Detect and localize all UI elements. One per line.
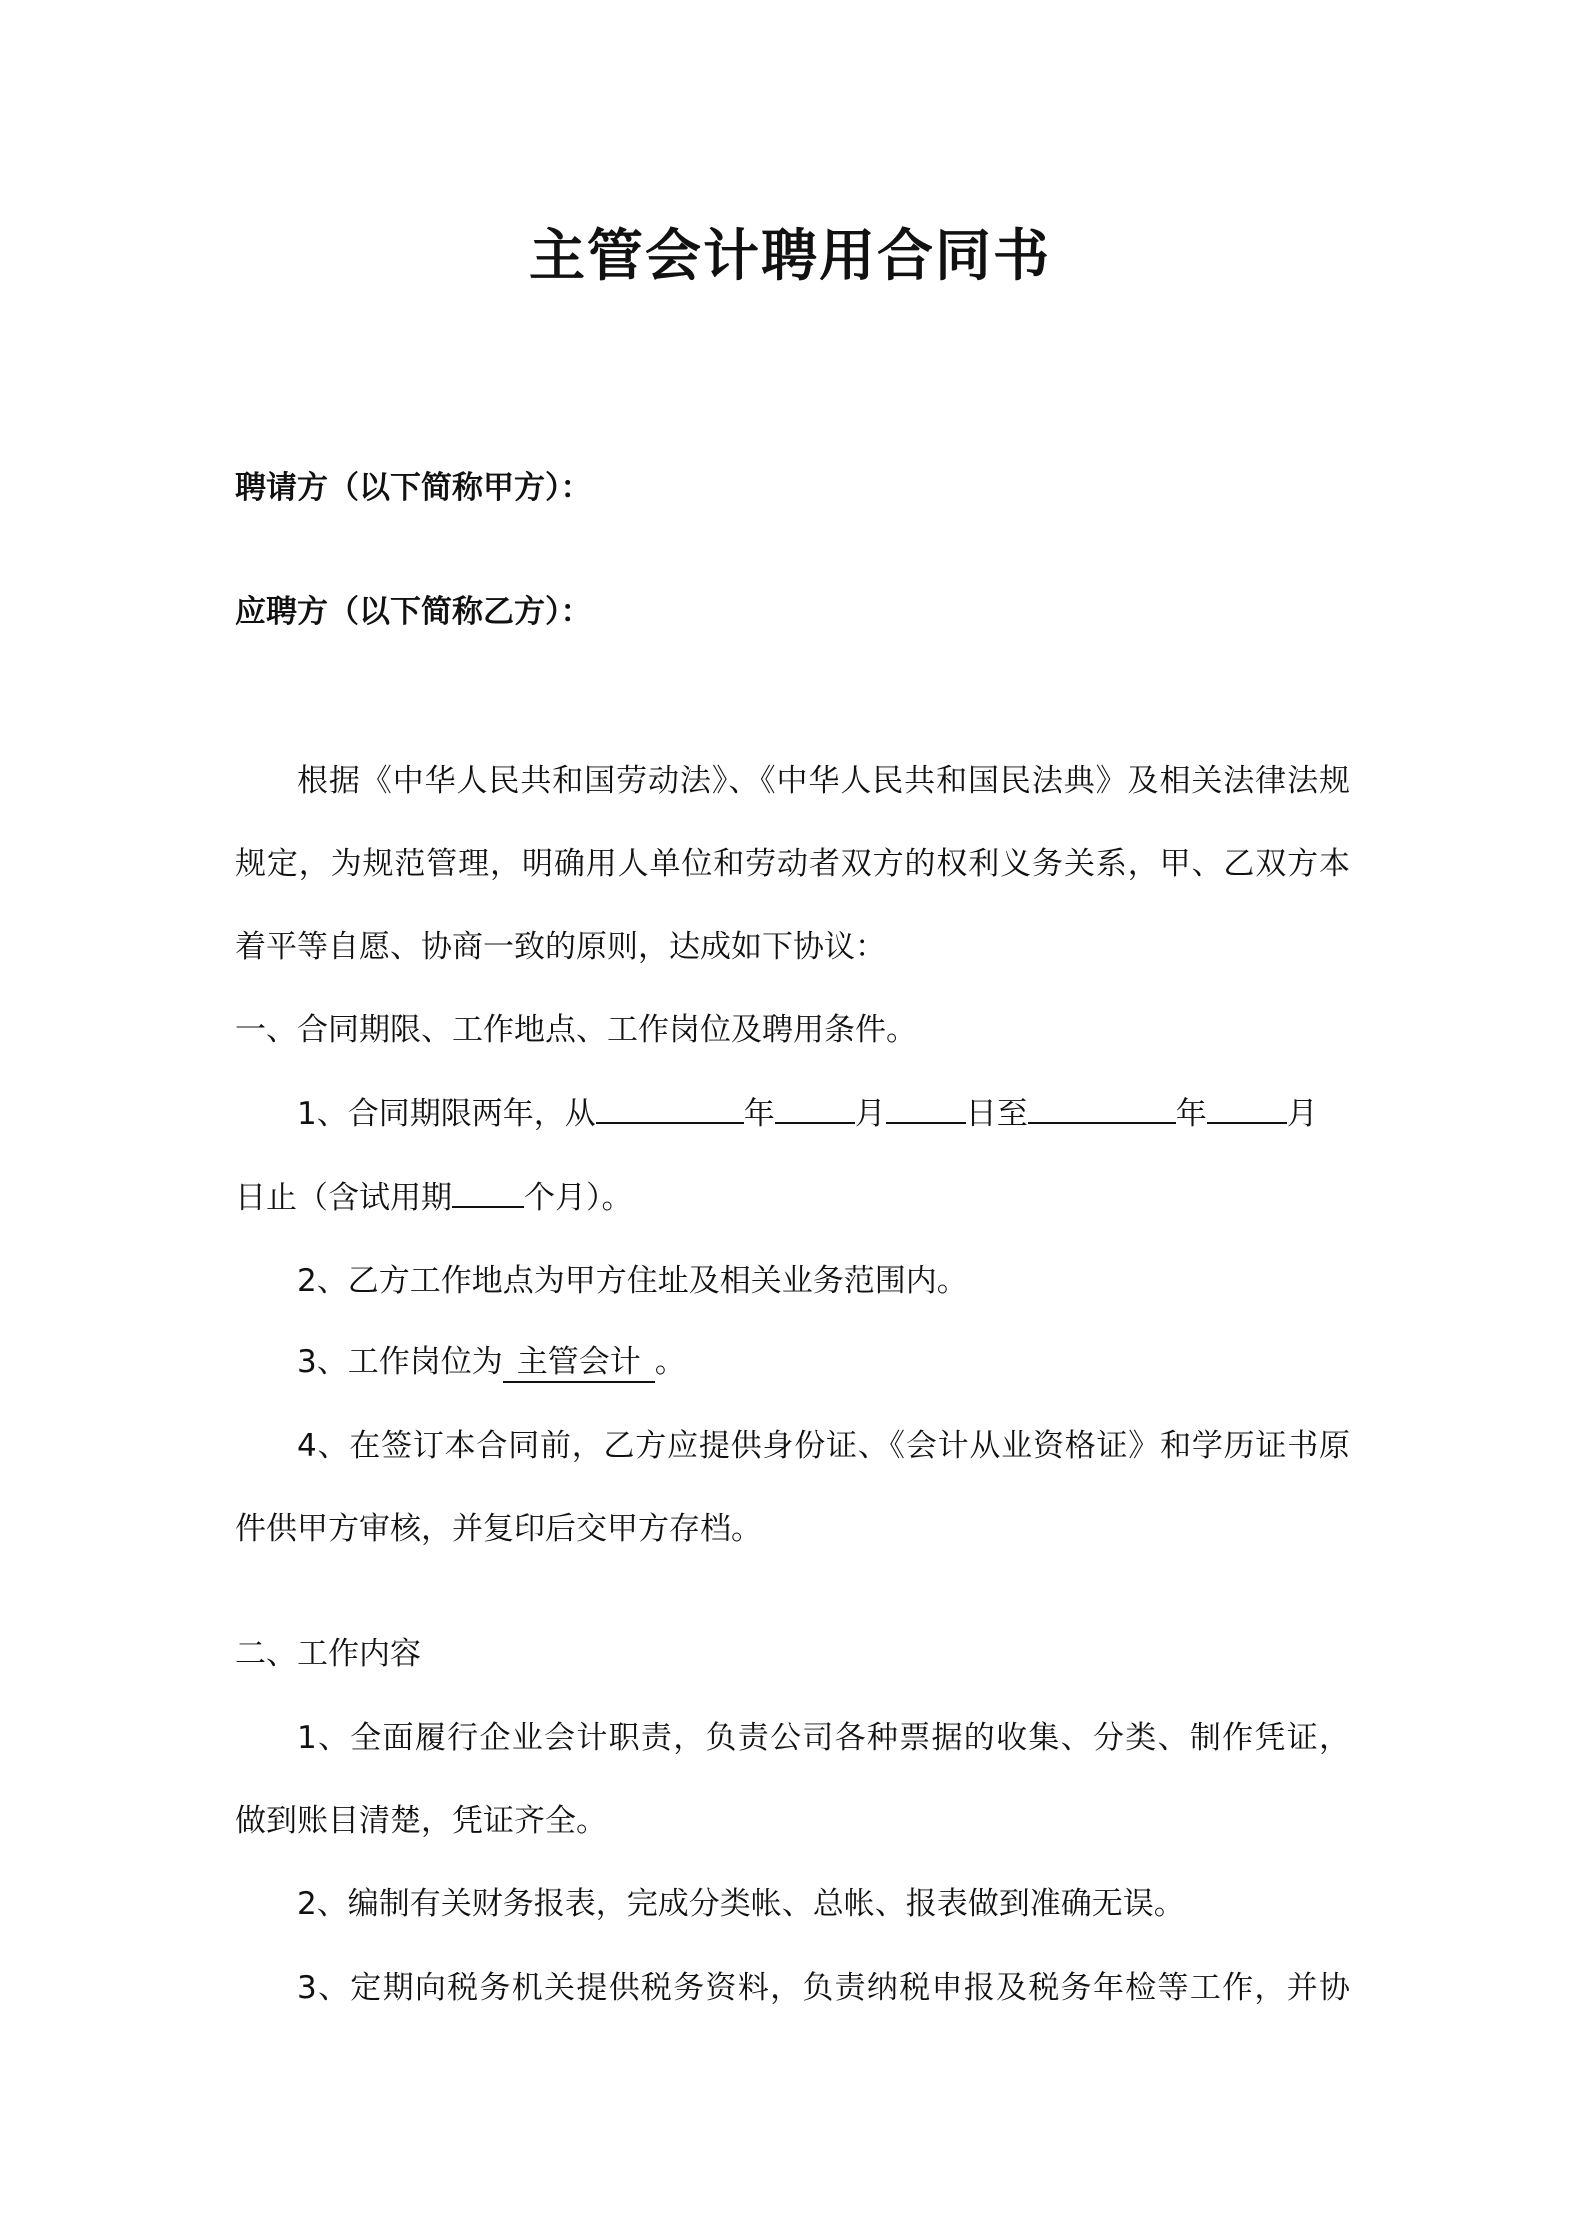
section2-item3: 3、定期向税务机关提供税务资料，负责纳税申报及税务年检等工作，并协 bbox=[297, 1970, 1350, 2006]
month-label: 月 bbox=[854, 1096, 886, 1132]
section1-item3 bbox=[297, 1336, 1350, 1383]
section1-item1-line2 bbox=[235, 1172, 1350, 1217]
preamble-line-1: 根据《中华人民共和国劳动法》、《中华人民共和国民法典》及相关法律法规 bbox=[297, 763, 1350, 799]
section1-item2: 2、乙方工作地点为甲方住址及相关业务范围内。 bbox=[297, 1263, 968, 1299]
start-year-blank[interactable] bbox=[596, 1092, 744, 1124]
month2-label: 月 bbox=[1286, 1096, 1318, 1132]
document-title: 主管会计聘用合同书 bbox=[529, 224, 1051, 289]
preamble-line-3: 着平等自愿、协商一致的原则，达成如下协议： bbox=[235, 929, 886, 965]
section2-item2: 2、编制有关财务报表，完成分类帐、总帐、报表做到准确无误。 bbox=[297, 1886, 1185, 1922]
year-label: 年 bbox=[743, 1096, 775, 1132]
preamble-line-2: 规定，为规范管理，明确用人单位和劳动者双方的权利义务关系，甲、乙双方本 bbox=[235, 846, 1350, 882]
section2-item1-line2: 做到账目清楚，凭证齐全。 bbox=[235, 1803, 607, 1839]
section1-item4-line1: 4、在签订本合同前，乙方应提供身份证、《会计从业资格证》和学历证书原 bbox=[297, 1428, 1350, 1464]
probation-months-blank[interactable] bbox=[452, 1176, 524, 1208]
end-month-blank[interactable] bbox=[1207, 1092, 1287, 1124]
position-prefix: 3、工作岗位为 bbox=[297, 1344, 503, 1380]
probation-prefix: 日止（含试用期 bbox=[235, 1180, 452, 1216]
start-month-blank[interactable] bbox=[775, 1092, 855, 1124]
section1-heading: 一、合同期限、工作地点、工作岗位及聘用条件。 bbox=[235, 1012, 917, 1048]
position-value: 主管会计 bbox=[503, 1343, 655, 1383]
party-b-label: 应聘方（以下简称乙方）： bbox=[235, 594, 592, 630]
party-a-label: 聘请方（以下简称甲方）： bbox=[235, 470, 592, 506]
section2-heading: 二、工作内容 bbox=[235, 1636, 421, 1672]
position-suffix: 。 bbox=[654, 1344, 686, 1380]
section2-item1-line1: 1、全面履行企业会计职责，负责公司各种票据的收集、分类、制作凭证， bbox=[297, 1720, 1350, 1756]
section1-item1-line1 bbox=[297, 1088, 1350, 1133]
year2-label: 年 bbox=[1175, 1096, 1207, 1132]
probation-suffix: 个月）。 bbox=[524, 1180, 633, 1216]
day-to-label: 日至 bbox=[965, 1096, 1028, 1132]
start-day-blank[interactable] bbox=[886, 1092, 966, 1124]
term-prefix: 1、合同期限两年，从 bbox=[297, 1096, 596, 1132]
section1-item4-line2: 件供甲方审核，并复印后交甲方存档。 bbox=[235, 1511, 762, 1547]
end-year-blank[interactable] bbox=[1028, 1092, 1176, 1124]
